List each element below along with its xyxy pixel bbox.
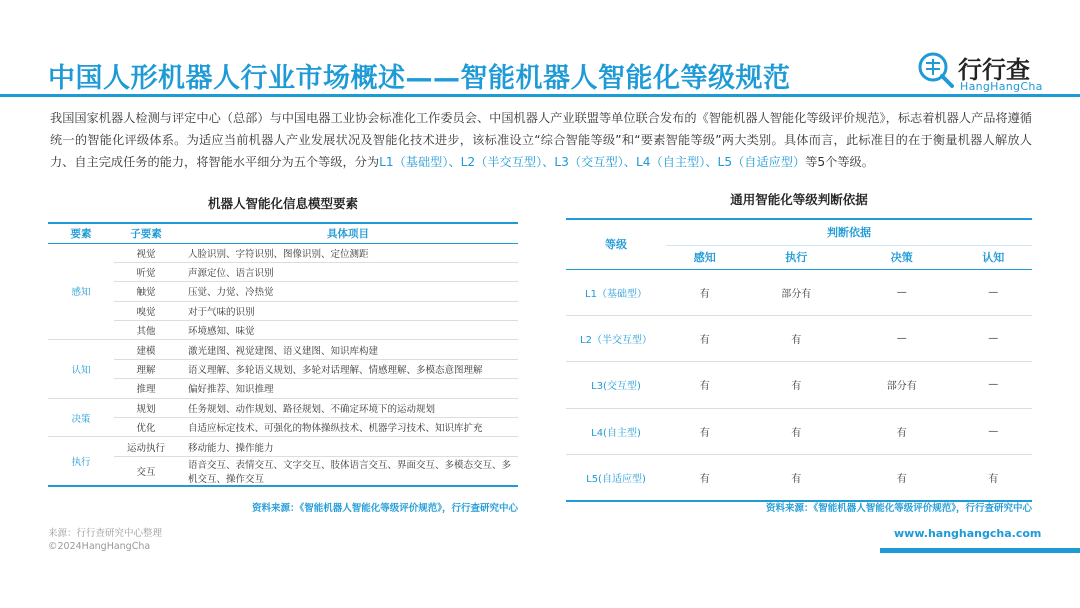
footer-source <box>48 527 162 553</box>
sub-cell: 优化 <box>114 418 178 437</box>
table-row <box>48 456 518 486</box>
level-cell: L4(自主型) <box>566 408 666 454</box>
criteria-cell: 有 <box>849 455 955 501</box>
item-cell: 自适应标定技术、可强化的物体操纵技术、机器学习技术、知识库扩充 <box>178 418 518 437</box>
level-cell: L5(自适应型) <box>566 455 666 501</box>
criteria-cell: — <box>955 362 1032 408</box>
group-cell: 感知 <box>48 243 114 340</box>
logo-subtext: HangHangCha <box>960 80 1043 93</box>
criteria-cell: 有 <box>849 408 955 454</box>
criteria-cell: 有 <box>666 269 743 315</box>
table-header-row <box>566 219 1032 245</box>
col-header-criteria: 判断依据 <box>666 219 1032 245</box>
table-row <box>48 321 518 340</box>
footer-copyright: ©2024HangHangCha <box>48 541 151 552</box>
footer-source-line: 来源：行行查研究中心整理 <box>48 528 163 539</box>
item-cell: 任务规划、动作规划、路径规划、不确定环境下的运动规划 <box>178 398 518 417</box>
info-model-table <box>48 222 518 487</box>
item-cell: 人脸识别、字符识别、图像识别、定位测距 <box>178 243 518 262</box>
page-title: 中国人形机器人行业市场概述——智能机器人智能化等级规范 <box>48 63 791 94</box>
left-table-title: 机器人智能化信息模型要素 <box>207 196 358 211</box>
item-cell: 语音交互、表情交互、文字交互、肢体语言交互、界面交互、多模态交互、多机交互、操作交互 <box>178 456 518 486</box>
level-cell: L1（基础型） <box>566 269 666 315</box>
criteria-cell: — <box>849 269 955 315</box>
criteria-cell: 有 <box>743 455 849 501</box>
intro-text: 我国国家机器人检测与评定中心（总部）与中国电器工业协会标准化工作委员会、中国机器人产业联盟等单位联合发布的《智能机器人智能化等级评价规范》，标志着机器人产品将遵循统一的智能化评级体系。为适应当前机器人产业发展状况及智能化技术进步，该标准设立“综合智能等级”和“要素智能等级”两大类别。具体而言，此标准目的在于衡量机器人解放人力、自主完成任务的能力，将智能水平细分为五个等级，分为 <box>50 111 1032 169</box>
col-header-decision: 决策 <box>849 245 955 269</box>
level-cell: L2（半交互型） <box>566 315 666 361</box>
sub-cell: 视觉 <box>114 243 178 262</box>
sub-cell: 运动执行 <box>114 437 178 456</box>
sub-cell: 理解 <box>114 359 178 378</box>
item-cell: 声源定位、语言识别 <box>178 262 518 281</box>
table-row <box>48 282 518 301</box>
logo-text: 行行查 <box>958 56 1030 84</box>
criteria-cell: 有 <box>955 455 1032 501</box>
sub-cell: 交互 <box>114 456 178 486</box>
right-table-source: 资料来源：《智能机器人智能化等级评价规范》，行行查研究中心 <box>765 503 1032 514</box>
table-row <box>566 362 1032 408</box>
table-row <box>48 262 518 281</box>
table-row <box>48 243 518 262</box>
item-cell: 语义理解、多轮语义规划、多轮对话理解、情感理解、多模态意图理解 <box>178 359 518 378</box>
sub-cell: 其他 <box>114 321 178 340</box>
table-row <box>48 359 518 378</box>
criteria-cell: — <box>955 408 1032 454</box>
sub-cell: 嗅觉 <box>114 301 178 320</box>
level-cell: L3(交互型) <box>566 362 666 408</box>
item-cell: 环境感知、味觉 <box>178 321 518 340</box>
table-header-row <box>48 223 518 243</box>
sub-cell: 推理 <box>114 379 178 398</box>
table-row <box>48 379 518 398</box>
criteria-cell: 有 <box>666 455 743 501</box>
left-table-source: 资料来源：《智能机器人智能化等级评价规范》，行行查研究中心 <box>251 503 518 514</box>
group-cell: 认知 <box>48 340 114 398</box>
table-row <box>566 408 1032 454</box>
sub-cell: 建模 <box>114 340 178 359</box>
criteria-cell: 有 <box>666 362 743 408</box>
level-criteria-table <box>566 218 1032 502</box>
footer-url-link[interactable]: www.hanghangcha.com <box>894 527 1042 540</box>
criteria-cell: 部分有 <box>849 362 955 408</box>
footer-accent-bar <box>880 548 1080 553</box>
table-row <box>48 301 518 320</box>
col-header-perception: 感知 <box>666 245 743 269</box>
brand-logo <box>916 50 1046 96</box>
sub-cell: 触觉 <box>114 282 178 301</box>
col-header-level: 等级 <box>566 219 666 269</box>
group-cell: 决策 <box>48 398 114 437</box>
criteria-cell: 部分有 <box>743 269 849 315</box>
group-cell: 执行 <box>48 437 114 486</box>
item-cell: 激光建图、视觉建图、语义建图、知识库构建 <box>178 340 518 359</box>
table-row <box>48 398 518 417</box>
item-cell: 移动能力、操作能力 <box>178 437 518 456</box>
criteria-cell: 有 <box>743 408 849 454</box>
item-cell: 对于气味的识别 <box>178 301 518 320</box>
sub-cell: 听觉 <box>114 262 178 281</box>
item-cell: 偏好推荐、知识推理 <box>178 379 518 398</box>
table-row <box>48 340 518 359</box>
table-row <box>566 455 1032 501</box>
criteria-cell: 有 <box>666 408 743 454</box>
table-row <box>566 315 1032 361</box>
criteria-cell: — <box>955 269 1032 315</box>
col-header-subelement: 子要素 <box>114 223 178 243</box>
sub-cell: 规划 <box>114 398 178 417</box>
table-row <box>48 437 518 456</box>
intro-paragraph <box>50 107 1032 173</box>
table-row <box>566 269 1032 315</box>
table-row <box>48 418 518 437</box>
intro-text-end: 等5个等级。 <box>805 155 874 169</box>
criteria-cell: 有 <box>666 315 743 361</box>
right-table-title: 通用智能化等级判断依据 <box>730 192 868 207</box>
criteria-cell: 有 <box>743 362 849 408</box>
col-header-execution: 执行 <box>743 245 849 269</box>
criteria-cell: — <box>849 315 955 361</box>
col-header-element: 要素 <box>48 223 114 243</box>
title-divider <box>0 94 1080 97</box>
intro-levels-highlight: L1（基础型）、L2（半交互型）、L3（交互型）、L4（自主型）、L5（自适应型） <box>379 155 806 169</box>
criteria-cell: 有 <box>743 315 849 361</box>
col-header-cognition: 认知 <box>955 245 1032 269</box>
criteria-cell: — <box>955 315 1032 361</box>
col-header-items: 具体项目 <box>178 223 518 243</box>
magnifier-logo-icon <box>916 50 956 90</box>
item-cell: 压觉、力觉、冷热觉 <box>178 282 518 301</box>
